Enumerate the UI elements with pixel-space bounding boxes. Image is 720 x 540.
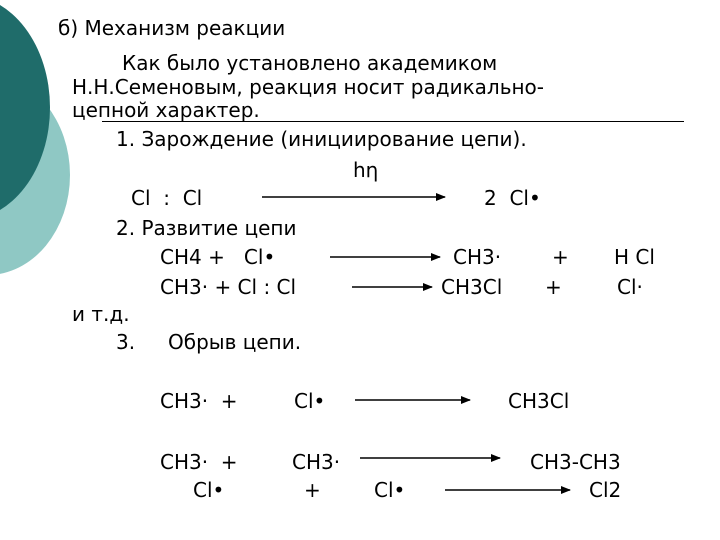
heading: б) Механизм реакции [58,16,286,40]
step2-reaction1-plus: + [552,245,569,269]
step2-reaction2-left: CH3· + Cl : Cl [160,275,297,299]
step3-number: 3. [116,330,136,354]
termination2-a: CH3· + [160,450,238,474]
termination3-b: Cl• [374,478,406,502]
step3-title: Обрыв цепи. [168,330,302,354]
step2-reaction1-product2: H Cl [614,245,655,269]
termination2-b: CH3· [292,450,341,474]
step2-reaction1-left: CH4 + Cl• [160,245,276,269]
intro-line-1: Как было установлено академиком [122,51,498,75]
intro-line-2: Н.Н.Семеновым, реакция носит радикально- [72,75,545,99]
etc-text: и т.д. [72,302,130,326]
termination3-product: Cl2 [589,478,622,502]
step1-reactant: Cl : Cl [131,186,203,210]
step2-reaction2-product: CH3Cl [441,275,503,299]
termination3-a: Cl• [193,478,225,502]
step2-reaction2-product2: Cl· [617,275,643,299]
termination1-a: CH3· + [160,389,238,413]
termination3-plus: + [304,478,321,502]
step2-reaction2-plus: + [545,275,562,299]
step1-condition: hη [353,158,379,182]
step2-title: 2. Развитие цепи [116,216,297,240]
termination1-product: CH3Cl [508,389,570,413]
step1-product: 2 Cl• [484,186,541,210]
termination2-product: CH3-CH3 [530,450,621,474]
step2-reaction1-product: CH3· [453,245,502,269]
step1-title: 1. Зарождение (инициирование цепи). [116,127,527,151]
intro-line-3: цепной характер. [72,98,260,122]
termination1-b: Cl• [294,389,326,413]
